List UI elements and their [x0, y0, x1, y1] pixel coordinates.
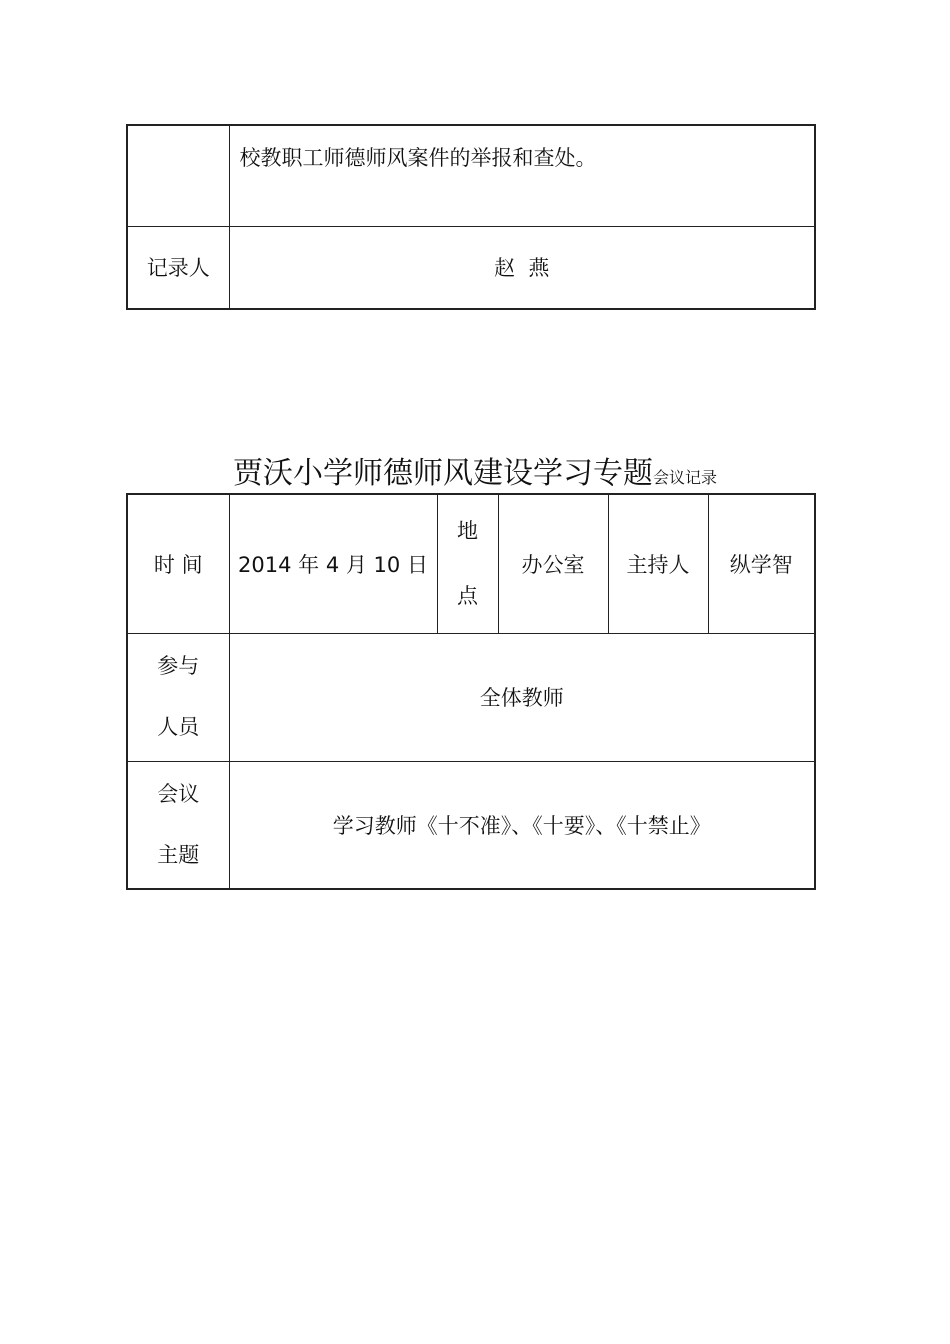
record-table-continued: [126, 124, 816, 310]
host-label: 主持人: [608, 494, 708, 633]
participants-label-line-1: 参与: [157, 653, 200, 678]
topic-label: [127, 761, 229, 889]
participants-label-line-2: 人员: [157, 715, 200, 739]
meeting-title-main: 贾沃小学师德师风建设学习专题: [232, 456, 653, 491]
meeting-record-table: [126, 493, 816, 890]
empty-label-cell: [127, 125, 229, 226]
topic-label-line-1: 会议: [157, 781, 200, 806]
meeting-date: 2014 年 4 月 10 日: [229, 494, 437, 633]
meeting-host: 纵学智: [708, 494, 815, 633]
location-label-char-1: 地: [457, 518, 478, 543]
meeting-topic: 学习教师《十不准》、《十要》、《十禁止》: [229, 761, 815, 889]
meeting-participants: 全体教师: [229, 633, 815, 761]
meeting-title-suffix: 会议记录: [652, 468, 717, 487]
topic-label-line-2: 主题: [157, 842, 200, 867]
meeting-title: [0, 448, 950, 492]
recorder-label: 记录人: [127, 226, 229, 309]
meeting-location: 办公室: [498, 494, 608, 633]
location-label-char-2: 点: [457, 583, 478, 608]
recorder-name: 赵 燕: [229, 226, 815, 309]
location-label: [437, 494, 498, 633]
content-text: 校教职工师德师风案件的举报和查处。: [229, 125, 815, 226]
time-label: 时 间: [127, 494, 229, 633]
participants-label: [127, 633, 229, 761]
